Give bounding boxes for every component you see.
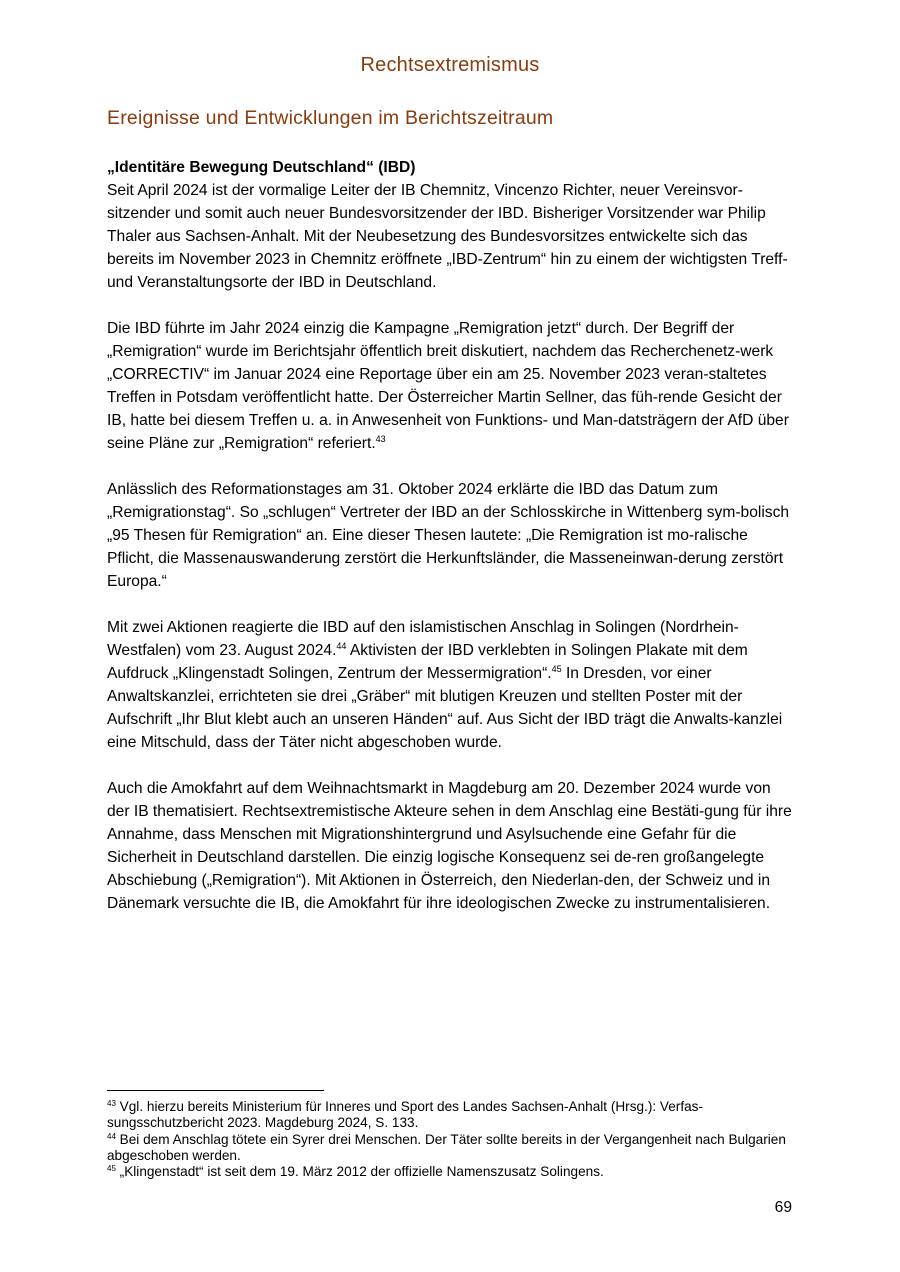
- footnote-ref-44[interactable]: 44: [336, 641, 347, 651]
- paragraph-3: Anlässlich des Reformationstages am 31. Oktober 2024 erklärte die IBD das Datum zum „Remigrationstag“. So „schlugen“ Vertreter der IBD an der Schlosskirche in Wittenberg sym-bolisch „95 Thesen für Remigration“ an. Eine dieser Thesen lautete: „Die Remigration ist mo-ralische Pflicht, die Massenauswanderung zerstört die Herkunftsländer, die Masseneinwan-derung zerstört Europa.“: [107, 481, 790, 590]
- paragraph-4: Mit zwei Aktionen reagierte die IBD auf den islamistischen Anschlag in Solingen (Nordrhein-Westfalen) vom 23. August 2024.44 Aktivisten der IBD verklebten in Solingen Plakate mit dem Aufdruck „Klingenstadt Solingen, Zentrum der Messermigration“.$^{45}$ In Dresden, vor einer Anwaltskanzlei, errichteten sie drei „Gräber“ mit blutigen Kreuzen und stellten Poster mit der Aufschrift „Ihr Blut klebt auch an unseren Händen“ auf. Aus Sicht der IBD trägt die Anwalts-kanzlei eine Mitschuld, dass der Täter nicht abgeschoben wurde.: [107, 619, 783, 751]
- footnotes: [107, 1099, 797, 1180]
- paragraph-1: Seit April 2024 ist der vormalige Leiter der IB Chemnitz, Vincenzo Richter, neuer Vereinsvor-sitzender und somit auch neuer Bundesvorsitzender der IBD. Bisheriger Vorsitzender war Philip Thaler aus Sachsen-Anhalt. Mit der Neubesetzung des Bundesvorsitzes entwickelte sich das bereits im November 2023 in Chemnitz eröffnete „IBD-Zentrum“ hin zu einem der wichtigsten Treff- und Veranstaltungsorte der IBD in Deutschland.: [107, 182, 788, 291]
- footnote-ref-45[interactable]: 45: [551, 664, 562, 674]
- subheading: „Identitäre Bewegung Deutschland“ (IBD): [107, 159, 416, 176]
- footnote-divider: [107, 1090, 324, 1091]
- running-head: Rechtsextremismus: [360, 54, 540, 76]
- section-title: Ereignisse und Entwicklungen im Berichtszeitraum: [107, 107, 554, 129]
- footnote-43: $^{43}$ Vgl. hierzu bereits Ministerium für Inneres und Sport des Landes Sachsen-Anhalt (Hrsg.): Verfas-sungsschutzbericht 2023. Magdeburg 2024, S. 133.: [107, 1099, 703, 1131]
- footnote-ref-43[interactable]: 43: [375, 434, 386, 444]
- footnote-44: $^{44}$ Bei dem Anschlag tötete ein Syrer drei Menschen. Der Täter sollte bereits in der Vergangenheit nach Bulgarien abgeschoben werden.: [107, 1131, 786, 1163]
- paragraph-2: Die IBD führte im Jahr 2024 einzig die Kampagne „Remigration jetzt“ durch. Der Begriff der „Remigration“ wurde im Berichtsjahr öffentlich breit diskutiert, nachdem das Recherchenetz-werk „CORRECTIV“ im Januar 2024 eine Reportage über ein am 25. November 2023 veran-staltetes Treffen in Potsdam veröffentlicht hatte. Der Österreicher Martin Sellner, das füh-rende Gesicht der IB, hatte bei diesem Treffen u. a. in Anwesenheit von Funktions- und Man-datsträgern der AfD über seine Pläne zur „Remigration“ referiert.$^{43}$: [107, 320, 789, 452]
- body-text: [107, 156, 797, 915]
- footnote-45: $^{45}$ „Klingenstadt“ ist seit dem 19. März 2012 der offizielle Namenszusatz Solingens.: [107, 1164, 604, 1180]
- page-number: 69: [774, 1199, 792, 1216]
- paragraph-5: Auch die Amokfahrt auf dem Weihnachtsmarkt in Magdeburg am 20. Dezember 2024 wurde von der IB thematisiert. Rechtsextremistische Akteure sehen in dem Anschlag eine Bestäti-gung für ihre Annahme, dass Menschen mit Migrationshintergrund und Asylsuchende eine Gefahr für die Sicherheit in Deutschland darstellen. Die einzig logische Konsequenz sei de-ren großangelegte Abschiebung („Remigration“). Mit Aktionen in Österreich, den Niederlan-den, der Schweiz und in Dänemark versuchte die IB, die Amokfahrt für ihre ideologischen Zwecke zu instrumentalisieren.: [107, 780, 792, 912]
